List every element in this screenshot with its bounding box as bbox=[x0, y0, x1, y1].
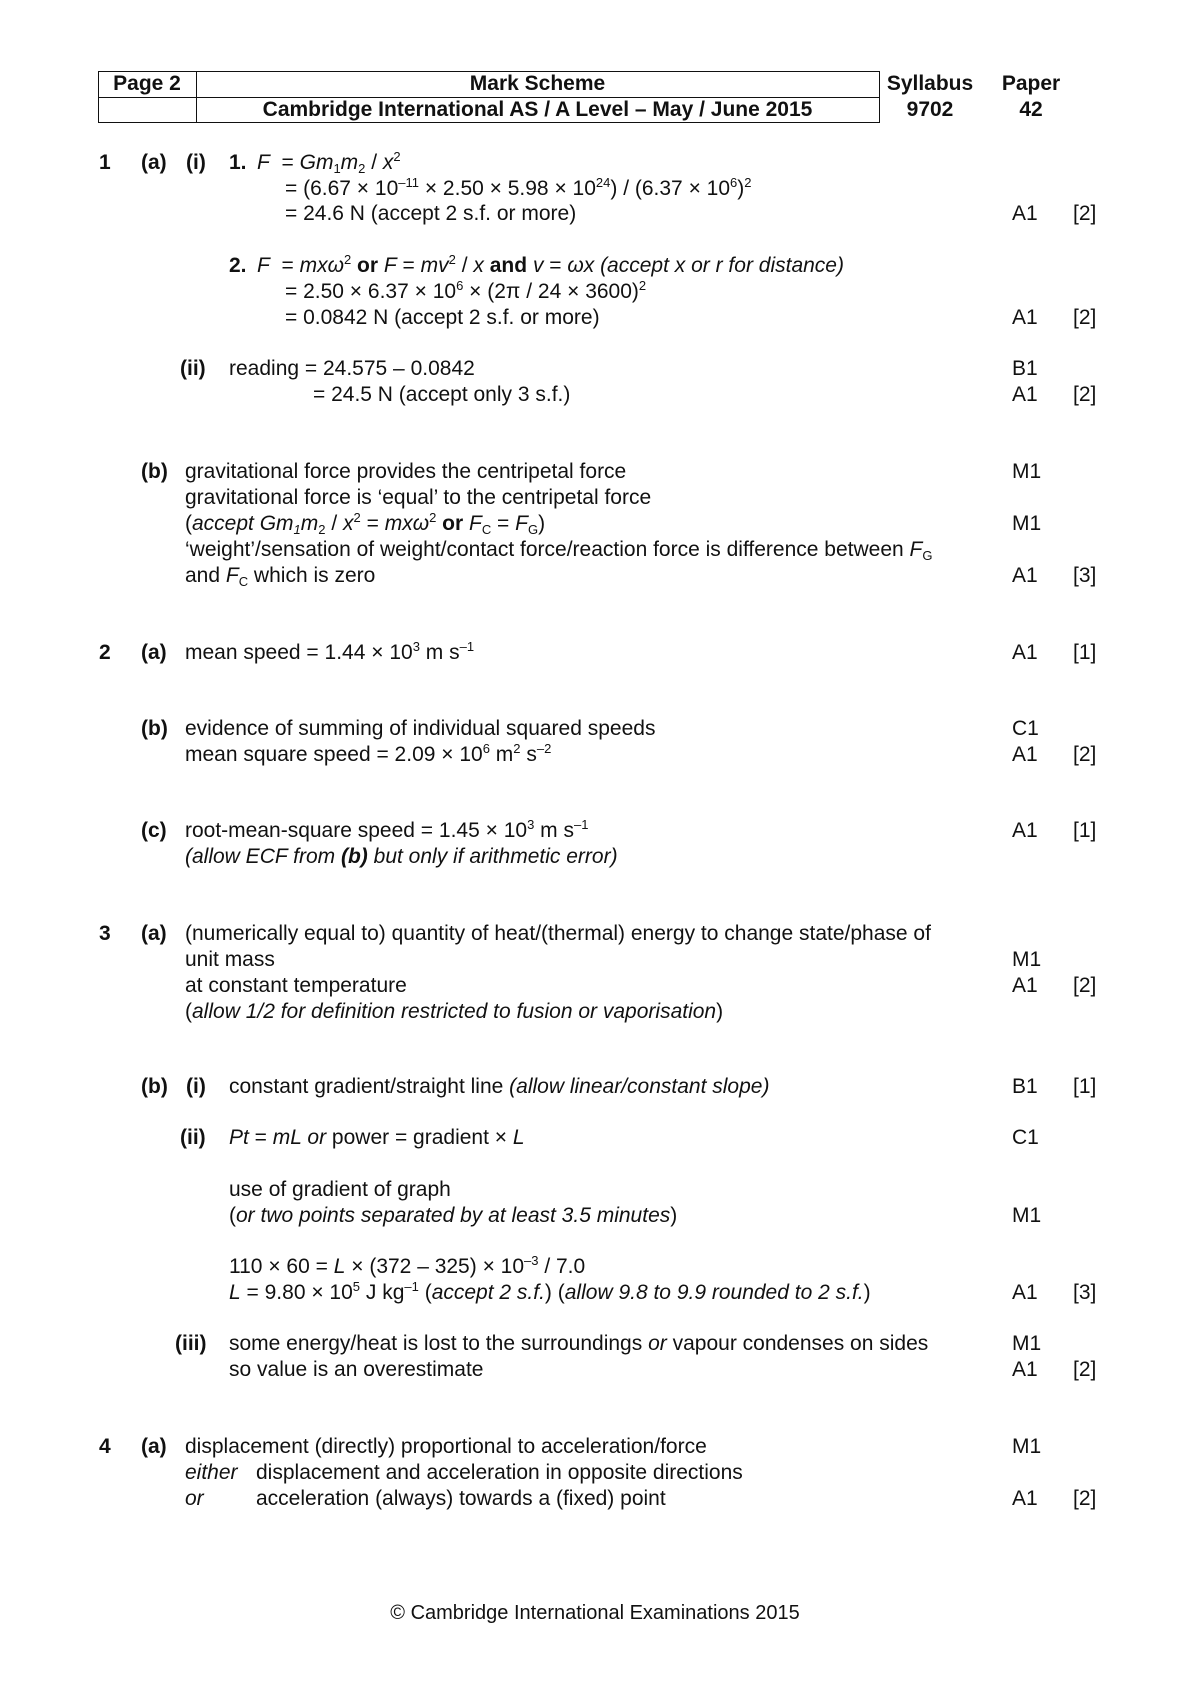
q3biii-line1: some energy/heat is lost to the surroundings or vapour condenses on sides bbox=[229, 1332, 929, 1355]
total-q3a: [2] bbox=[1073, 974, 1097, 997]
q4a-either-label: either bbox=[185, 1461, 238, 1484]
q3bi-line: constant gradient/straight line (allow linear/constant slope) bbox=[229, 1075, 770, 1098]
q4a-line3: acceleration (always) towards a (fixed) point bbox=[256, 1487, 666, 1510]
q3bii-line1: Pt = mL or power = gradient × L bbox=[229, 1126, 525, 1149]
mark-q3a-1: M1 bbox=[1012, 948, 1042, 971]
q1b-line4: ‘weight’/sensation of weight/contact force/reaction force is difference between $F_G$ bbox=[185, 538, 933, 563]
document-subtitle: Cambridge International AS / A Level – May / June 2015 bbox=[262, 98, 813, 121]
q1b-line1: gravitational force provides the centripetal force bbox=[185, 460, 627, 483]
part-label-2c: (c) bbox=[141, 819, 167, 842]
part-label-1b: (b) bbox=[141, 460, 168, 483]
total-q3bii: [3] bbox=[1073, 1281, 1097, 1304]
q1-substitution-line: = $(6.67 \times 10^{-11} \times 2.50 \times 5.98 \times 10^{24}) / (6.37 \times 10^6)^2$ bbox=[285, 175, 752, 200]
total-q2a: [1] bbox=[1073, 641, 1097, 664]
page-number: Page 2 bbox=[113, 72, 181, 95]
mark-q2b-2: A1 bbox=[1012, 743, 1038, 766]
total-q2b: [2] bbox=[1073, 743, 1097, 766]
total-q3bi: [1] bbox=[1073, 1075, 1097, 1098]
q3a-line4: (allow 1/2 for definition restricted to fusion or vaporisation) bbox=[185, 1000, 724, 1023]
syllabus-label: Syllabus bbox=[886, 72, 974, 95]
q2c-line2: (allow ECF from (b) but only if arithmetic error) bbox=[185, 845, 618, 868]
q3biii-line2: so value is an overestimate bbox=[229, 1358, 484, 1381]
q1aii-line1: reading = 24.575 – 0.0842 bbox=[229, 357, 475, 380]
q2c-line1: root-mean-square speed = $1.45 \times 10^3$ m $s^{-1}$ bbox=[185, 817, 589, 842]
q4a-line2: displacement and acceleration in opposite directions bbox=[256, 1461, 743, 1484]
total-q2c: [1] bbox=[1073, 819, 1097, 842]
syllabus-code: 9702 bbox=[906, 98, 954, 121]
subpart-label-3b-i: (i) bbox=[186, 1075, 206, 1098]
total-q1aii: [2] bbox=[1073, 383, 1097, 406]
q3a-line3: at constant temperature bbox=[185, 974, 407, 997]
q4a-or-label: or bbox=[185, 1487, 204, 1510]
footer-copyright: © Cambridge International Examinations 2015 bbox=[390, 1602, 800, 1624]
q1b-line5: and $F_C$ which is zero bbox=[185, 564, 376, 589]
q1b-line2: gravitational force is ‘equal’ to the centripetal force bbox=[185, 486, 652, 509]
mark-q1ai2: A1 bbox=[1012, 306, 1038, 329]
mark-q1b-3: A1 bbox=[1012, 564, 1038, 587]
mark-q4a-2: A1 bbox=[1012, 1487, 1038, 1510]
q1-centripetal-formula: F = mxω$^2$ or $F = mv^2 / x$ and v = ωx (accept x or r for distance) bbox=[257, 252, 844, 277]
document-title: Mark Scheme bbox=[469, 72, 606, 95]
mark-q3bii-3: A1 bbox=[1012, 1281, 1038, 1304]
paper-number: 42 bbox=[1019, 98, 1043, 121]
header-table bbox=[98, 71, 880, 123]
q1aii-line2: = 24.5 N (accept only 3 s.f.) bbox=[313, 383, 571, 406]
q1b-line3: (accept $Gm_1m_2 / x^2 = mx\omega^2$ or $F_C = F_G$) bbox=[185, 510, 546, 537]
mark-q1b-1: M1 bbox=[1012, 460, 1042, 483]
part-label-3a: (a) bbox=[141, 922, 167, 945]
subpart-label-3b-iii: (iii) bbox=[175, 1332, 207, 1355]
part-label-1a: (a) bbox=[141, 151, 167, 174]
part-label-2a: (a) bbox=[141, 641, 167, 664]
total-q4a: [2] bbox=[1073, 1487, 1097, 1510]
total-q1b: [3] bbox=[1073, 564, 1097, 587]
q2b-line1: evidence of summing of individual squared speeds bbox=[185, 717, 656, 740]
total-q1ai2: [2] bbox=[1073, 306, 1097, 329]
mark-q2a: A1 bbox=[1012, 641, 1038, 664]
q1-centripetal-substitution: = $2.50 \times 6.37 \times 10^6 \times (2\pi / 24 \times 3600)^2$ bbox=[285, 278, 647, 303]
part-label-4a: (a) bbox=[141, 1435, 167, 1458]
mark-q2b-1: C1 bbox=[1012, 717, 1039, 740]
q3a-line1: (numerically equal to) quantity of heat/(thermal) energy to change state/phase of bbox=[185, 922, 931, 945]
item-label-1: 1. bbox=[229, 151, 247, 174]
q3a-line2: unit mass bbox=[185, 948, 275, 971]
mark-q3biii-1: M1 bbox=[1012, 1332, 1042, 1355]
mark-q1ai1: A1 bbox=[1012, 202, 1038, 225]
q3bii-line2: use of gradient of graph bbox=[229, 1178, 451, 1201]
question-number-1: 1 bbox=[99, 151, 111, 174]
mark-q3biii-2: A1 bbox=[1012, 1358, 1038, 1381]
q4a-line1: displacement (directly) proportional to acceleration/force bbox=[185, 1435, 707, 1458]
total-q1ai1: [2] bbox=[1073, 202, 1097, 225]
question-number-2: 2 bbox=[99, 641, 111, 664]
q1-formula-line: $F = Gm_1m_2 / x^2$ bbox=[257, 149, 401, 176]
mark-q3bi: B1 bbox=[1012, 1075, 1038, 1098]
q2b-line2: mean square speed = $2.09 \times 10^6$ $m^2$ $s^{-2}$ bbox=[185, 741, 552, 766]
mark-q1b-2: M1 bbox=[1012, 512, 1042, 535]
q3bii-line5: $L = 9.80 \times 10^5$ J $kg^{-1}$ (accept 2 s.f.) (allow 9.8 to 9.9 rounded to 2 s.f.) bbox=[229, 1279, 871, 1304]
q1-answer-line: = 24.6 N (accept 2 s.f. or more) bbox=[285, 202, 577, 225]
part-label-3b: (b) bbox=[141, 1075, 168, 1098]
mark-q4a-1: M1 bbox=[1012, 1435, 1042, 1458]
mark-q2c: A1 bbox=[1012, 819, 1038, 842]
mark-q3bii-2: M1 bbox=[1012, 1204, 1042, 1227]
q3bii-line4: $110 \times 60 = L \times (372 - 325) \times 10^{-3} / 7.0$ bbox=[229, 1253, 586, 1278]
mark-q3a-2: A1 bbox=[1012, 974, 1038, 997]
q2a-line: mean speed = $1.44 \times 10^3$ m $s^{-1}$ bbox=[185, 639, 475, 664]
q1-centripetal-answer: = 0.0842 N (accept 2 s.f. or more) bbox=[285, 306, 600, 329]
total-q3biii: [2] bbox=[1073, 1358, 1097, 1381]
mark-q3bii-1: C1 bbox=[1012, 1126, 1039, 1149]
question-number-4: 4 bbox=[99, 1435, 111, 1458]
mark-q1aii-2: A1 bbox=[1012, 383, 1038, 406]
subpart-label-1a-ii: (ii) bbox=[180, 357, 206, 380]
subpart-label-1a-i: (i) bbox=[186, 151, 206, 174]
mark-q1aii-1: B1 bbox=[1012, 357, 1038, 380]
item-label-2: 2. bbox=[229, 254, 247, 277]
subpart-label-3b-ii: (ii) bbox=[180, 1126, 206, 1149]
q3bii-line3: (or two points separated by at least 3.5 minutes) bbox=[229, 1204, 678, 1227]
part-label-2b: (b) bbox=[141, 717, 168, 740]
question-number-3: 3 bbox=[99, 922, 111, 945]
paper-label: Paper bbox=[1001, 72, 1061, 95]
